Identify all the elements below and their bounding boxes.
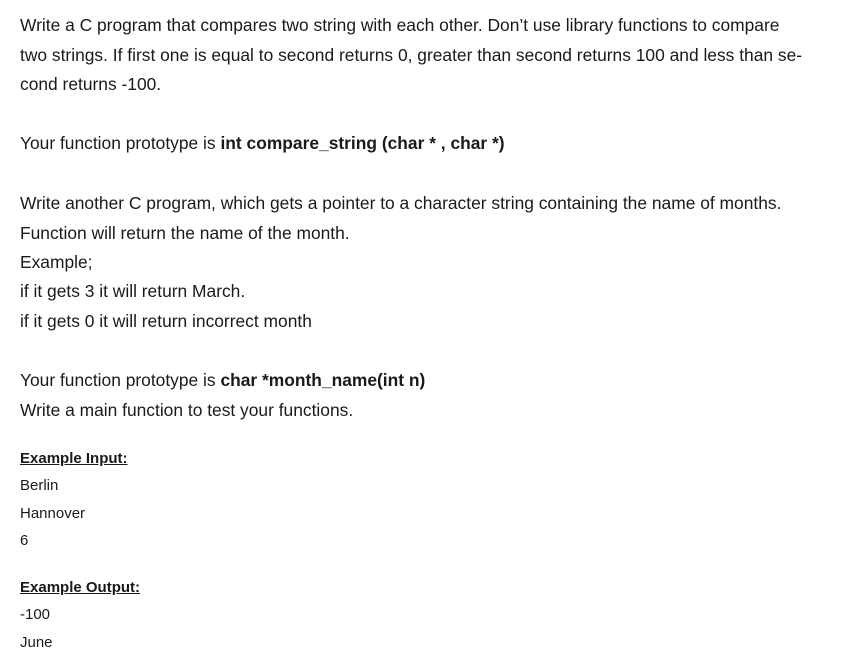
task2-text-line-5: if it gets 0 it will return incorrect month [20, 311, 312, 331]
task2-text-line-1: Write another C program, which gets a pointer to a character string containing the name of months. [20, 193, 782, 213]
example-input-line-1: Berlin [20, 477, 59, 494]
task2-prototype-prefix: Your function prototype is [20, 370, 221, 390]
task1-text-line-1: Write a C program that compares two string with each other. Don’t use library functions to compare [20, 15, 780, 35]
task2-text-line-3: Example; [20, 252, 93, 272]
task1-prototype [20, 132, 505, 154]
task1-prototype-prefix: Your function prototype is [20, 133, 221, 153]
example-output-line-2: June [20, 634, 53, 651]
example-input-heading: Example Input: [20, 450, 128, 467]
example-input-line-3: 6 [20, 532, 29, 549]
task1-prototype-code: int compare_string (char * , char *) [220, 133, 505, 153]
example-output-line-1: -100 [20, 606, 51, 623]
task2-text-line-4: if it gets 3 it will return March. [20, 281, 246, 301]
example-input-line-2: Hannover [20, 505, 86, 522]
task2-main-note: Write a main function to test your functions. [20, 400, 354, 420]
task2-prototype [20, 369, 425, 391]
task1-text-line-3: cond returns -100. [20, 74, 162, 94]
example-output-heading: Example Output: [20, 579, 141, 596]
task1-text-line-2: two strings. If first one is equal to second returns 0, greater than second returns 100 and less than se- [20, 45, 803, 65]
task2-prototype-code: char *month_name(int n) [220, 370, 426, 390]
task2-text-line-2: Function will return the name of the month. [20, 223, 350, 243]
